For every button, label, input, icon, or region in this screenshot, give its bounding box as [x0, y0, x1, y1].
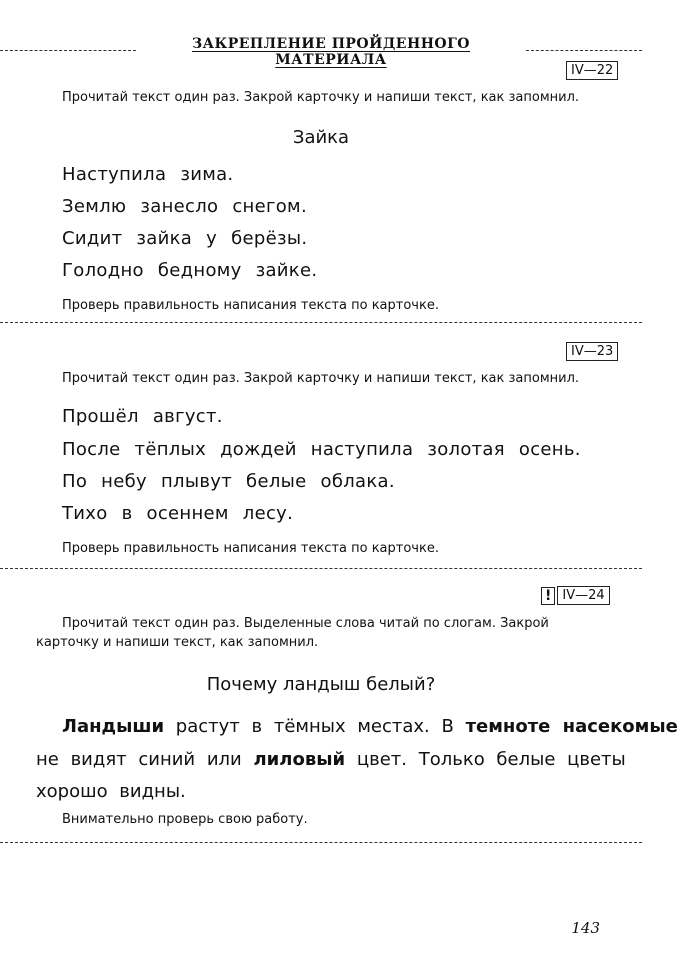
text-line: По небу плывут белые облака.: [62, 471, 395, 492]
card-title: Зайка: [292, 127, 350, 148]
card-instruction: Прочитай текст один раз. Закрой карточку и напиши текст, как запомнил.: [62, 90, 580, 105]
card-footer: Проверь правильность написания текста по карточке.: [62, 298, 439, 313]
header-dash-right: [526, 50, 642, 51]
bold-word: лиловый: [253, 749, 346, 770]
header-dash-left: [0, 50, 136, 51]
story-text: не видят синий или: [36, 749, 254, 770]
exclamation-icon: !: [541, 587, 555, 605]
card-instruction: Прочитай текст один раз. Закрой карточку и напиши текст, как запомнил.: [62, 371, 580, 386]
card-title: Почему ландыш белый?: [206, 674, 436, 695]
card-separator: [0, 322, 642, 323]
card-instruction-line1: Прочитай текст один раз. Выделенные слова читай по слогам. Закрой: [62, 616, 549, 631]
text-line: После тёплых дождей наступила золотая осень.: [62, 439, 581, 460]
text-line: Голодно бедному зайке.: [62, 260, 318, 281]
story-line-2: [36, 743, 626, 776]
text-line: Наступила зима.: [62, 164, 234, 185]
card-separator: [0, 568, 642, 569]
story-text: хорошо видны.: [36, 781, 186, 802]
card-footer: Проверь правильность написания текста по карточке.: [62, 541, 439, 556]
card-number-badge: IV—23: [566, 342, 618, 361]
page-number: 143: [571, 919, 600, 937]
bold-word: Ландыши: [62, 716, 165, 737]
text-line: Прошёл август.: [62, 406, 223, 427]
story-line-3: [36, 775, 186, 808]
text-line: Землю занесло снегом.: [62, 196, 307, 217]
card-footer: Внимательно проверь свою работу.: [62, 812, 308, 827]
bold-words: темноте насекомые: [465, 716, 678, 737]
text-line: Тихо в осеннем лесу.: [62, 503, 294, 524]
story-text: растут в тёмных местах. В: [164, 716, 466, 737]
story-line-1: [62, 710, 678, 743]
story-text: цвет. Только белые цветы: [345, 749, 626, 770]
card-badge-group: [541, 586, 610, 605]
page-title: ЗАКРЕПЛЕНИЕ ПРОЙДЕННОГО МАТЕРИАЛА: [191, 36, 470, 68]
card-number-badge: IV—24: [557, 586, 609, 605]
text-line: Сидит зайка у берёзы.: [62, 228, 308, 249]
card-instruction-line2: карточку и напиши текст, как запомнил.: [36, 635, 319, 650]
card-separator: [0, 842, 642, 843]
card-number-badge: IV—22: [566, 61, 618, 80]
page-header: [0, 30, 642, 68]
